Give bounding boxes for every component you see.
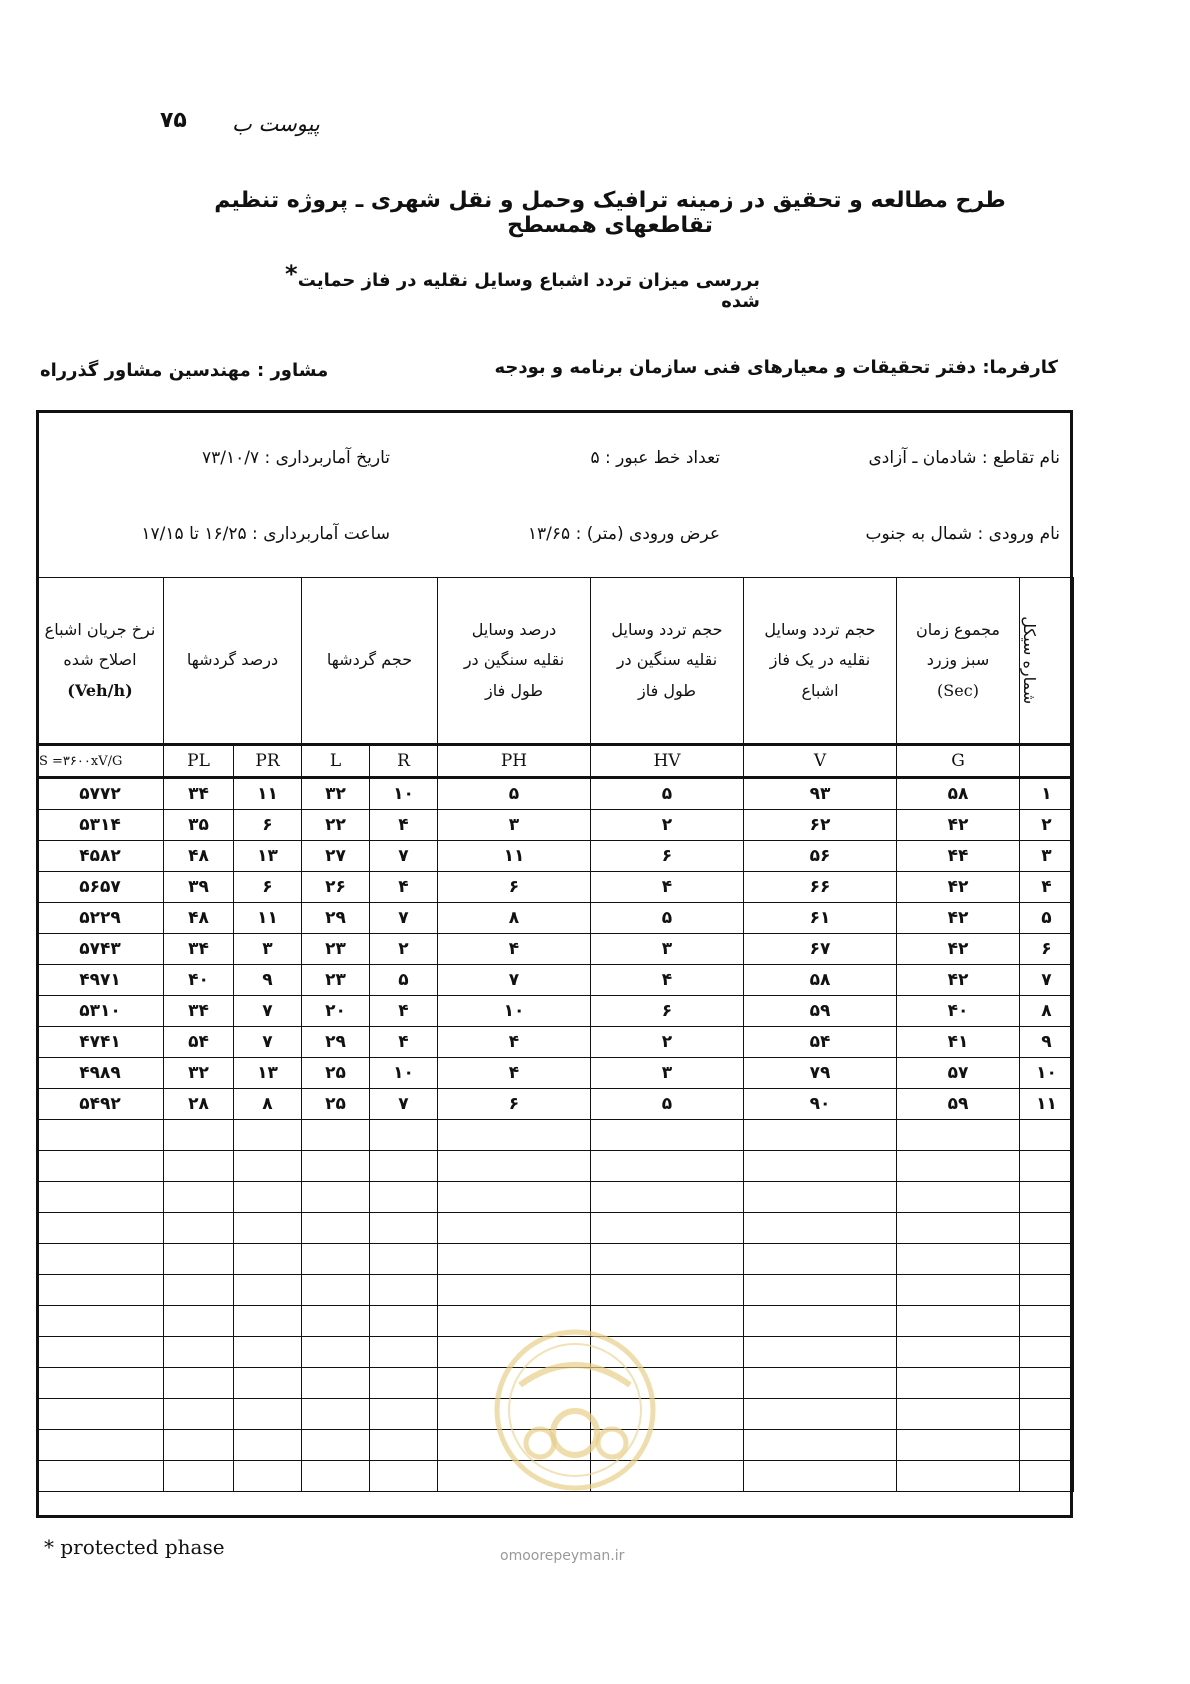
empty-cell [744,1430,897,1461]
cell-ph: ۱۰ [438,996,591,1027]
cell-n: ۱۱ [1020,1089,1074,1120]
cell-v: ۵۹ [744,996,897,1027]
table-row [37,810,1074,841]
cell-pl: ۳۹ [164,872,234,903]
empty-cell [1020,1275,1074,1306]
empty-cell [438,1120,591,1151]
survey-date: تاریخ آماربرداری : ۷۳/۱۰/۷ [201,448,390,468]
table-row [37,965,1074,996]
header-heavy-volume-line: طول فاز [638,680,696,700]
cell-v: ۵۶ [744,841,897,872]
empty-cell [744,1275,897,1306]
cell-pr: ۳ [234,934,302,965]
empty-cell [438,1244,591,1275]
cell-g: ۵۹ [897,1089,1020,1120]
empty-cell [591,1275,744,1306]
cell-v: ۶۷ [744,934,897,965]
empty-row [37,1182,1074,1213]
empty-row [37,1244,1074,1275]
cell-pr: ۶ [234,872,302,903]
empty-cell [370,1275,438,1306]
cell-pl: ۳۴ [164,778,234,810]
approach-width: عرض ورودی (متر) : ۱۳/۶۵ [527,524,720,544]
cell-l: ۲۰ [302,996,370,1027]
cell-l: ۲۳ [302,934,370,965]
cell-hv: ۵ [591,1089,744,1120]
consultant-label: مشاور : مهندسین مشاور گذرراه [40,360,329,381]
cell-v: ۹۰ [744,1089,897,1120]
cell-hv: ۵ [591,903,744,934]
empty-cell [370,1337,438,1368]
header-green-line: (Sec) [937,680,979,700]
cell-v: ۵۴ [744,1027,897,1058]
table-row [37,1027,1074,1058]
cell-v: ۵۸ [744,965,897,996]
cell-v: ۶۱ [744,903,897,934]
cell-hv: ۴ [591,872,744,903]
empty-cell [37,1430,164,1461]
cell-pl: ۳۴ [164,996,234,1027]
cell-s: ۴۵۸۲ [37,841,164,872]
empty-cell [370,1182,438,1213]
empty-cell [744,1120,897,1151]
cell-g: ۵۷ [897,1058,1020,1089]
empty-cell [164,1213,234,1244]
header-cycle-label: شماره سیکل [1020,616,1040,705]
empty-row [37,1213,1074,1244]
cell-pr: ۱۱ [234,903,302,934]
cell-r: ۲ [370,934,438,965]
header-heavy-percent-line: نقلیه سنگین در [463,650,565,670]
cell-hv: ۳ [591,934,744,965]
empty-cell [591,1182,744,1213]
table-row [37,996,1074,1027]
intersection-name: نام تقاطع : شادمان ـ آزادی [868,448,1060,468]
header-heavy-percent [438,578,591,745]
cell-r: ۷ [370,1089,438,1120]
empty-cell [1020,1306,1074,1337]
code-r: R [370,745,438,778]
empty-cell [1020,1430,1074,1461]
header-turn-percent: درصد گردشها [164,578,302,745]
cell-pl: ۴۰ [164,965,234,996]
header-cycle-number [1020,578,1074,745]
client-label: کارفرما: دفتر تحقیقات و معیارهای فنی سازمان برنامه و بودجه [494,357,1058,378]
cell-l: ۲۵ [302,1058,370,1089]
empty-cell [897,1399,1020,1430]
cell-s: ۵۶۵۷ [37,872,164,903]
cell-r: ۱۰ [370,778,438,810]
empty-cell [164,1399,234,1430]
empty-cell [1020,1244,1074,1275]
cell-n: ۷ [1020,965,1074,996]
cell-pr: ۸ [234,1089,302,1120]
header-heavy-volume [591,578,744,745]
cell-g: ۴۲ [897,810,1020,841]
cell-pl: ۳۲ [164,1058,234,1089]
empty-cell [234,1306,302,1337]
empty-cell [234,1430,302,1461]
cell-s: ۵۷۷۲ [37,778,164,810]
cell-pr: ۶ [234,810,302,841]
cell-g: ۵۸ [897,778,1020,810]
header-heavy-volume-line: نقلیه سنگین در [616,650,718,670]
cell-l: ۲۹ [302,1027,370,1058]
cell-n: ۱۰ [1020,1058,1074,1089]
cell-pl: ۴۸ [164,903,234,934]
empty-cell [234,1213,302,1244]
empty-cell [744,1244,897,1275]
cell-ph: ۶ [438,1089,591,1120]
table-row [37,934,1074,965]
empty-cell [897,1120,1020,1151]
cell-r: ۱۰ [370,1058,438,1089]
cell-v: ۶۲ [744,810,897,841]
empty-cell [1020,1368,1074,1399]
cell-s: ۵۳۱۴ [37,810,164,841]
empty-cell [234,1337,302,1368]
cell-pl: ۵۴ [164,1027,234,1058]
cell-hv: ۶ [591,996,744,1027]
cell-ph: ۶ [438,872,591,903]
empty-cell [370,1120,438,1151]
empty-cell [37,1306,164,1337]
code-v: V [744,745,897,778]
empty-cell [234,1399,302,1430]
empty-cell [302,1244,370,1275]
table-row [37,1058,1074,1089]
cell-s: ۴۷۴۱ [37,1027,164,1058]
empty-cell [234,1244,302,1275]
empty-cell [164,1461,234,1492]
cell-l: ۲۲ [302,810,370,841]
cell-r: ۴ [370,1027,438,1058]
cell-g: ۴۲ [897,965,1020,996]
empty-cell [370,1151,438,1182]
table-row [37,872,1074,903]
table-row [37,903,1074,934]
cell-s: ۴۹۷۱ [37,965,164,996]
empty-cell [744,1399,897,1430]
empty-cell [370,1399,438,1430]
cell-r: ۴ [370,996,438,1027]
empty-cell [370,1213,438,1244]
empty-cell [1020,1213,1074,1244]
empty-cell [744,1306,897,1337]
cell-l: ۲۳ [302,965,370,996]
cell-n: ۱ [1020,778,1074,810]
empty-cell [164,1368,234,1399]
document-title: طرح مطالعه و تحقیق در زمینه ترافیک وحمل و نقل شهری ـ پروژه تنظیم تقاطعهای همسطح [214,188,1006,238]
cell-pr: ۱۱ [234,778,302,810]
empty-cell [1020,1461,1074,1492]
cell-n: ۸ [1020,996,1074,1027]
empty-cell [1020,1182,1074,1213]
empty-cell [302,1399,370,1430]
cell-pr: ۷ [234,996,302,1027]
cell-ph: ۴ [438,1027,591,1058]
page-number: ۷۵ [160,108,187,133]
cell-hv: ۴ [591,965,744,996]
cell-g: ۴۲ [897,934,1020,965]
empty-cell [37,1399,164,1430]
cell-ph: ۳ [438,810,591,841]
empty-cell [744,1151,897,1182]
header-sat-flow-line: (Veh/h) [67,680,133,700]
empty-cell [1020,1337,1074,1368]
empty-cell [164,1182,234,1213]
cell-n: ۵ [1020,903,1074,934]
header-heavy-percent-line: طول فاز [485,680,543,700]
empty-cell [37,1182,164,1213]
cell-g: ۴۱ [897,1027,1020,1058]
empty-cell [164,1337,234,1368]
lane-count: تعداد خط عبور : ۵ [590,448,720,468]
cell-hv: ۲ [591,810,744,841]
header-heavy-volume-line: حجم تردد وسایل [611,619,723,639]
empty-cell [438,1182,591,1213]
empty-cell [234,1120,302,1151]
empty-cell [37,1368,164,1399]
empty-cell [37,1151,164,1182]
cell-v: ۹۳ [744,778,897,810]
cell-g: ۴۲ [897,872,1020,903]
cell-ph: ۷ [438,965,591,996]
cell-s: ۵۴۹۲ [37,1089,164,1120]
cell-n: ۹ [1020,1027,1074,1058]
table-row [37,778,1074,810]
survey-time: ساعت آماربرداری : ۱۶/۲۵ تا ۱۷/۱۵ [141,524,390,544]
empty-cell [302,1368,370,1399]
empty-cell [37,1244,164,1275]
cell-v: ۷۹ [744,1058,897,1089]
cell-hv: ۶ [591,841,744,872]
empty-cell [234,1368,302,1399]
empty-cell [234,1275,302,1306]
empty-cell [37,1213,164,1244]
header-sat-flow-line: نرخ جریان اشباع [44,619,156,639]
header-sat-volume-line: نقلیه در یک فاز [769,650,871,670]
cell-ph: ۸ [438,903,591,934]
empty-cell [591,1244,744,1275]
empty-cell [744,1182,897,1213]
empty-cell [591,1213,744,1244]
empty-cell [302,1306,370,1337]
empty-cell [897,1213,1020,1244]
cell-n: ۲ [1020,810,1074,841]
empty-cell [37,1275,164,1306]
footnote: * protected phase [44,1535,225,1559]
cell-s: ۴۹۸۹ [37,1058,164,1089]
cell-ph: ۵ [438,778,591,810]
cell-n: ۳ [1020,841,1074,872]
cell-pr: ۹ [234,965,302,996]
cell-ph: ۴ [438,934,591,965]
cell-n: ۴ [1020,872,1074,903]
cell-l: ۲۹ [302,903,370,934]
cell-g: ۴۰ [897,996,1020,1027]
code-n [1020,745,1074,778]
empty-cell [897,1368,1020,1399]
cell-pr: ۷ [234,1027,302,1058]
cell-s: ۵۷۴۳ [37,934,164,965]
empty-cell [897,1244,1020,1275]
empty-cell [370,1244,438,1275]
empty-cell [370,1368,438,1399]
cell-g: ۴۴ [897,841,1020,872]
cell-l: ۲۶ [302,872,370,903]
cell-pl: ۳۵ [164,810,234,841]
empty-cell [1020,1120,1074,1151]
empty-cell [438,1151,591,1182]
cell-ph: ۱۱ [438,841,591,872]
cell-hv: ۲ [591,1027,744,1058]
empty-cell [302,1337,370,1368]
cell-pr: ۱۳ [234,1058,302,1089]
empty-cell [302,1213,370,1244]
cell-n: ۶ [1020,934,1074,965]
empty-cell [438,1275,591,1306]
header-sat-flow-line: اصلاح شده [63,650,137,670]
empty-cell [234,1461,302,1492]
empty-cell [897,1461,1020,1492]
empty-cell [897,1306,1020,1337]
empty-cell [164,1275,234,1306]
header-sat-volume-line: حجم تردد وسایل [764,619,876,639]
empty-cell [897,1182,1020,1213]
code-formula: S =۳۶۰۰xV/G [37,745,164,778]
empty-cell [302,1182,370,1213]
empty-cell [897,1337,1020,1368]
subtitle-asterisk: * [285,260,298,288]
header-green-line: سبز وزرد [926,650,990,670]
header-sat-volume [744,578,897,745]
empty-cell [302,1461,370,1492]
empty-cell [164,1151,234,1182]
cell-l: ۳۲ [302,778,370,810]
empty-cell [897,1430,1020,1461]
table-row [37,841,1074,872]
empty-row [37,1275,1074,1306]
empty-cell [1020,1399,1074,1430]
empty-cell [744,1461,897,1492]
empty-cell [744,1337,897,1368]
empty-cell [302,1275,370,1306]
empty-cell [37,1120,164,1151]
code-pr: PR [234,745,302,778]
code-ph: PH [438,745,591,778]
cell-l: ۲۷ [302,841,370,872]
cell-r: ۷ [370,841,438,872]
cell-pr: ۱۳ [234,841,302,872]
empty-row [37,1151,1074,1182]
table-row [37,1089,1074,1120]
code-g: G [897,745,1020,778]
watermark-site: omoorepeyman.ir [500,1548,625,1564]
code-pl: PL [164,745,234,778]
empty-cell [897,1275,1020,1306]
cell-hv: ۳ [591,1058,744,1089]
cell-pl: ۲۸ [164,1089,234,1120]
cell-r: ۴ [370,810,438,841]
empty-row [37,1120,1074,1151]
empty-cell [164,1244,234,1275]
empty-cell [591,1120,744,1151]
empty-cell [234,1151,302,1182]
code-row [37,745,1074,778]
empty-cell [37,1461,164,1492]
approach-name: نام ورودی : شمال به جنوب [865,524,1060,544]
empty-cell [370,1306,438,1337]
empty-cell [164,1120,234,1151]
empty-cell [370,1430,438,1461]
empty-cell [744,1368,897,1399]
cell-s: ۵۳۱۰ [37,996,164,1027]
cell-r: ۴ [370,872,438,903]
cell-pl: ۳۴ [164,934,234,965]
cell-ph: ۴ [438,1058,591,1089]
header-turn-volume: حجم گردشها [302,578,438,745]
publisher-stamp [490,1325,660,1495]
cell-l: ۲۵ [302,1089,370,1120]
empty-cell [164,1306,234,1337]
empty-cell [302,1120,370,1151]
cell-pl: ۴۸ [164,841,234,872]
empty-cell [37,1337,164,1368]
empty-cell [438,1213,591,1244]
header-row [37,578,1074,745]
empty-cell [1020,1151,1074,1182]
document-subtitle: بررسی میزان تردد اشباع وسایل نقلیه در فاز حمایت شده [297,270,760,312]
empty-cell [744,1213,897,1244]
cell-s: ۵۲۲۹ [37,903,164,934]
header-green-line: مجموع زمان [916,619,1000,639]
empty-cell [302,1430,370,1461]
header-sat-flow [37,578,164,745]
cell-g: ۴۲ [897,903,1020,934]
empty-cell [897,1151,1020,1182]
empty-cell [370,1461,438,1492]
cell-v: ۶۶ [744,872,897,903]
code-l: L [302,745,370,778]
empty-cell [591,1151,744,1182]
code-hv: HV [591,745,744,778]
empty-cell [302,1151,370,1182]
empty-cell [164,1430,234,1461]
empty-cell [234,1182,302,1213]
cell-r: ۵ [370,965,438,996]
header-sat-volume-line: اشباع [801,680,839,700]
cell-hv: ۵ [591,778,744,810]
cell-r: ۷ [370,903,438,934]
appendix-label: پیوست ب [232,112,320,136]
header-heavy-percent-line: درصد وسایل [471,619,557,639]
